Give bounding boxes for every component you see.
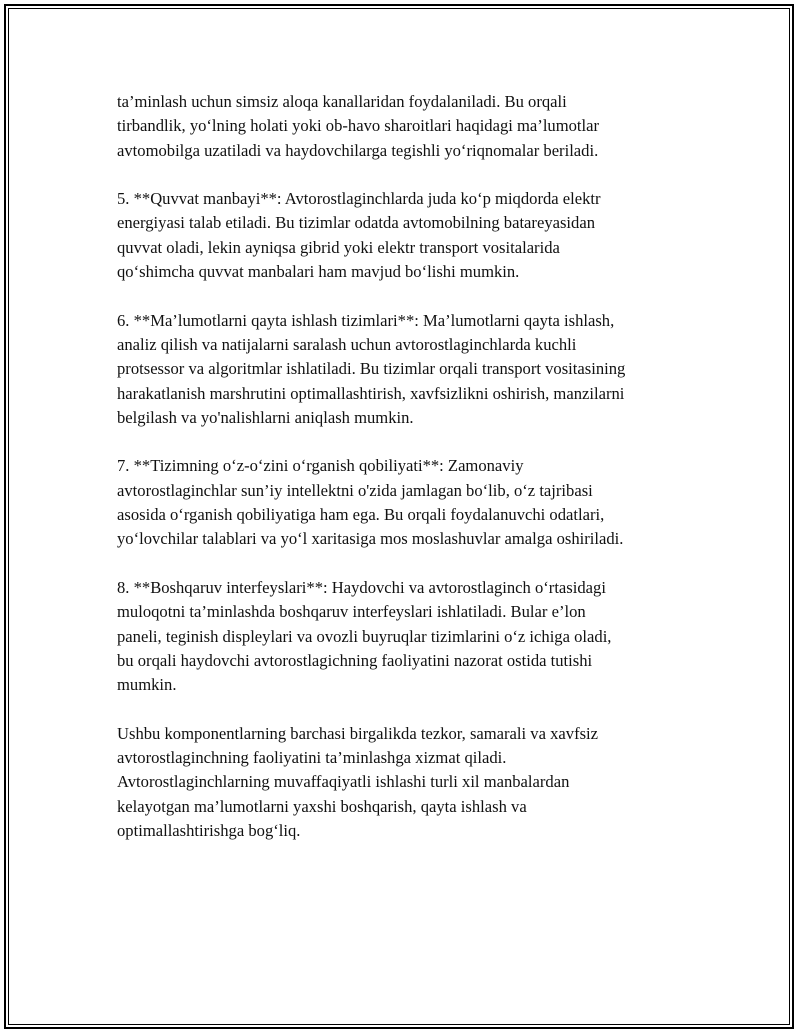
document-body xyxy=(117,90,697,868)
paragraph-self-learning: 7. **Tizimning o‘z-o‘zini o‘rganish qobiliyati**: Zamonaviy avtorostlaginchlar sun’iy intellektni o'zida jamlagan bo‘lib, o‘z tajribasi asosida o‘rganish qobiliyatiga ham ega. Bu orqali foydalanuvchi odatlari, yo‘lovchilar talablari va yo‘l xaritasiga mos moslashuvlar amalga oshiriladi. xyxy=(117,456,624,549)
paragraph-continuation: ta’minlash uchun simsiz aloqa kanallaridan foydalaniladi. Bu orqali tirbandlik, yo‘lning holati yoki ob-havo sharoitlari haqidagi ma’lumotlar avtomobilga uzatiladi va haydovchilarga tegishli yo‘riqnomalar beriladi. xyxy=(117,92,600,160)
paragraph-power-source: 5. **Quvvat manbayi**: Avtorostlaginchlarda juda ko‘p miqdorda elektr energiyasi talab etiladi. Bu tizimlar odatda avtomobilning batareyasidan quvvat oladi, lekin ayniqsa gibrid yoki elektr transport vositalarida qo‘shimcha quvvat manbalari ham mavjud bo‘lishi mumkin. xyxy=(117,189,601,282)
paragraph-conclusion: Ushbu komponentlarning barchasi birgalikda tezkor, samarali va xavfsiz avtorostlaginchning faoliyatini ta’minlashga xizmat qiladi. Avtorostlaginchlarning muvaffaqiyatli ishlashi turli xil manbalardan kelayotgan ma’lumotlarni yaxshi boshqarish, qayta ishlash va optimallashtirishga bog‘liq. xyxy=(117,723,599,840)
paragraph-control-interfaces: 8. **Boshqaruv interfeyslari**: Haydovchi va avtorostlaginch o‘rtasidagi muloqotni ta’minlashda boshqaruv interfeyslari ishlatiladi. Bular e’lon paneli, teginish displeylari va ovozli buyruqlar tizimlarini o‘z ichiga oladi, bu orqali haydovchi avtorostlagichning faoliyatini nazorat ostida tutishi mumkin. xyxy=(117,577,612,695)
paragraph-data-processing: 6. **Ma’lumotlarni qayta ishlash tizimlari**: Ma’lumotlarni qayta ishlash, analiz qilish va natijalarni saralash uchun avtorostlaginchlarda kuchli protsessor va algoritmlar ishlatiladi. Bu tizimlar orqali transport vositasining harakatlanish marshrutini optimallashtirish, xavfsizlikni oshirish, manzilarni belgilash va yo'nalishlarni aniqlash mumkin. xyxy=(117,310,626,427)
